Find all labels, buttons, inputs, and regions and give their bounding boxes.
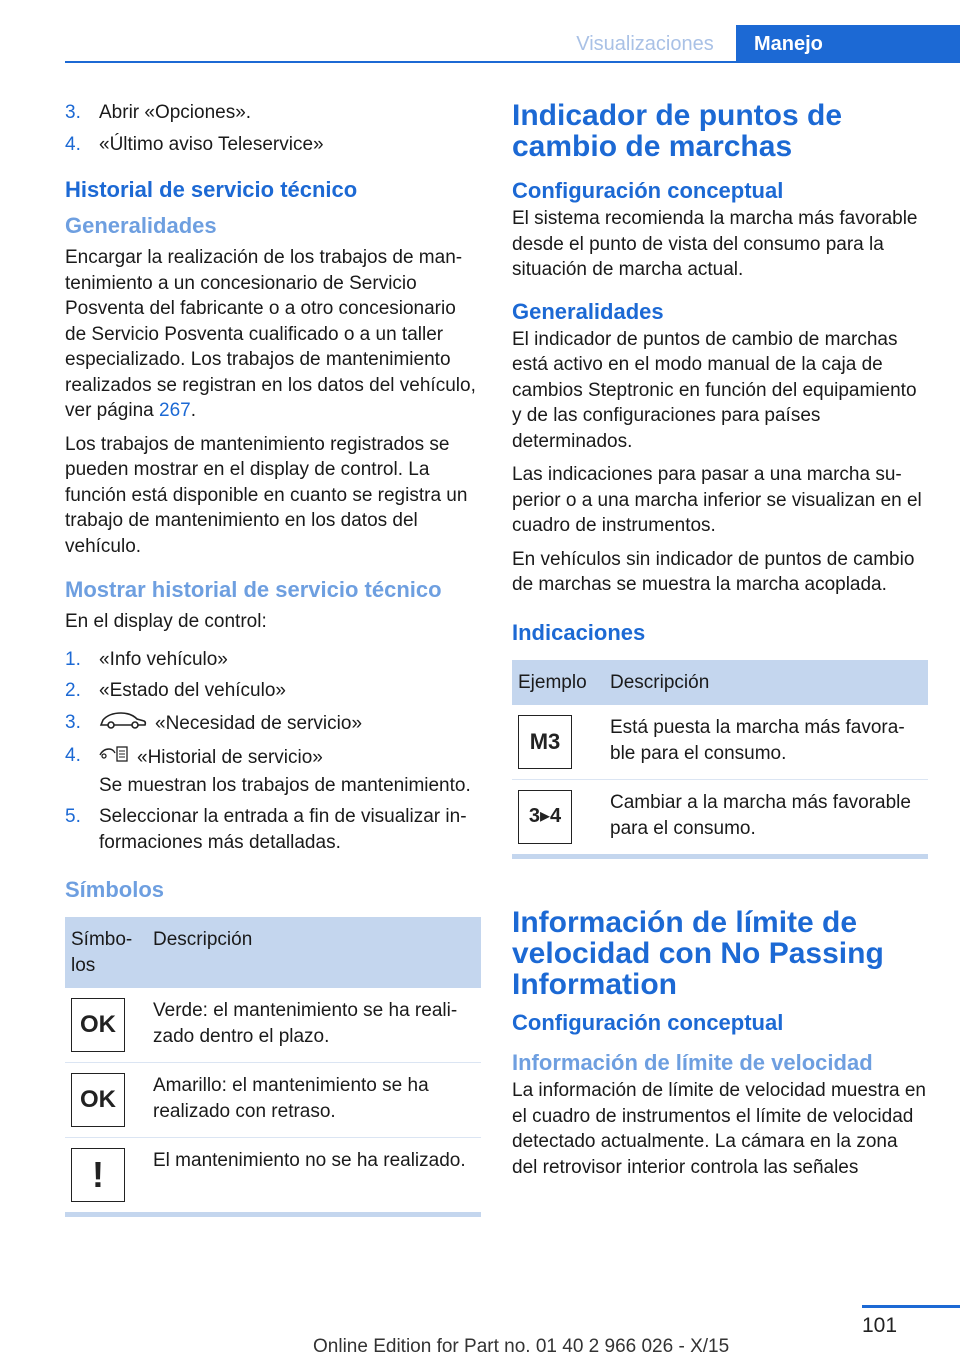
paragraph: Las indicaciones para pasar a una marcha superior o a una marcha inferior se visualizan en el cuadro de instrumentos. bbox=[512, 464, 922, 536]
paragraph: Encargar la realización de los trabajos de mantenimiento a un concesionario de Servicio Posventa del fabricante o a otro concesionario de Servicio Posventa cualificado o a un taller especializado. Los trabajos de mantenimiento realizados se registran en los datos del vehículo, ver página 267. bbox=[65, 247, 476, 421]
page-number: 101 bbox=[862, 1314, 898, 1337]
heading-config: Configuración conceptual bbox=[512, 178, 784, 203]
heading-historial: Historial de servicio técnico bbox=[65, 177, 358, 202]
list-item: 5. Seleccionar la entrada a fin de visualizar informaciones más detalladas. bbox=[65, 806, 467, 853]
header-tab: Manejo bbox=[736, 25, 960, 63]
gear-m3-icon: M3 bbox=[518, 715, 572, 769]
table-header: Descripción bbox=[604, 660, 928, 706]
heading-simbolos: Símbolos bbox=[65, 877, 165, 902]
paragraph: El indicador de puntos de cambio de marchas está activo en el modo manual de la caja de cambios Steptronic en función del equipamiento y de las configuraciones para países determinados. bbox=[512, 328, 917, 452]
heading-indicador: Indicador de puntos de cambio de marchas bbox=[512, 99, 843, 163]
paragraph: La información de límite de velocidad muestra en el cuadro de instrumentos el límite de velocidad detectado actualmente. La cámara en la zona del retrovisor interior controla las señales bbox=[512, 1080, 927, 1178]
indications-table bbox=[512, 660, 928, 855]
steps-mostrar bbox=[65, 647, 481, 856]
ok-yellow-icon: OK bbox=[71, 1073, 125, 1127]
list-item: 2. «Estado del vehículo» bbox=[65, 680, 286, 701]
heading-generalidades: Generalidades bbox=[512, 298, 664, 324]
list-item: 3. Abrir «Opciones». bbox=[65, 102, 252, 123]
list-item: 4. «Último aviso Teleservice» bbox=[65, 133, 324, 155]
paragraph: En el display de control: bbox=[65, 611, 267, 632]
table-row: 3▸4 Cambiar a la marcha más favorable para el consumo. bbox=[512, 780, 928, 855]
car-icon bbox=[99, 710, 147, 738]
list-item: 3. «Necesidad de servicio» bbox=[65, 710, 481, 738]
table-row: OK Verde: el mantenimiento se ha realizado dentro el plazo. bbox=[65, 988, 481, 1063]
table-end-rule bbox=[512, 854, 928, 859]
left-column bbox=[65, 100, 481, 1217]
table-row: OK Amarillo: el mantenimiento se ha realizado con retraso. bbox=[65, 1063, 481, 1138]
heading-info-vel: Información de límite de velocidad bbox=[512, 1050, 873, 1075]
right-column bbox=[512, 100, 928, 1188]
heading-config: Configuración conceptual bbox=[512, 1010, 784, 1035]
table-row: ! El mantenimiento no se ha realizado. bbox=[65, 1138, 481, 1213]
list-item: 4. «Historial de servicio» Se muestran los trabajos de mantenimiento. bbox=[65, 745, 471, 796]
page-link[interactable]: 267 bbox=[159, 400, 191, 421]
heading-generalidades: Generalidades bbox=[65, 213, 217, 238]
footer-rule bbox=[862, 1305, 960, 1308]
steps-top bbox=[65, 100, 481, 157]
edition-note: Online Edition for Part no. 01 40 2 966 026 - X/15 bbox=[313, 1336, 730, 1357]
paragraph: Los trabajos de mantenimiento registrados se pueden mostrar en el display de control. La función está disponible en cuanto se registra un trabajo de mantenimiento en los datos del vehículo. bbox=[65, 433, 468, 557]
symbols-table bbox=[65, 917, 481, 1212]
service-history-icon bbox=[99, 743, 129, 773]
paragraph: El sistema recomienda la marcha más favorable desde el punto de vista del consumo para la situación de marcha actual. bbox=[512, 208, 918, 280]
table-end-rule bbox=[65, 1212, 481, 1217]
heading-info-limite: Información de límite de velocidad con No Passing Information bbox=[512, 906, 884, 1001]
header-section-label: Visualizaciones bbox=[576, 33, 714, 55]
table-row: M3 Está puesta la marcha más favorable para el consumo. bbox=[512, 705, 928, 780]
header-rule bbox=[65, 61, 960, 63]
list-item: 1. «Info vehículo» bbox=[65, 648, 228, 670]
table-header: Ejemplo bbox=[512, 660, 604, 706]
paragraph: En vehículos sin indicador de puntos de cambio de marchas se muestra la marcha acoplada. bbox=[512, 548, 915, 595]
ok-green-icon: OK bbox=[71, 998, 125, 1052]
exclamation-icon: ! bbox=[71, 1148, 125, 1202]
gear-shift-3-4-icon: 3▸4 bbox=[518, 790, 572, 844]
table-header: Descripción bbox=[147, 917, 481, 988]
heading-indicaciones: Indicaciones bbox=[512, 619, 646, 645]
heading-mostrar: Mostrar historial de servicio técnico bbox=[65, 577, 442, 602]
table-header: Símbolos bbox=[65, 917, 147, 988]
